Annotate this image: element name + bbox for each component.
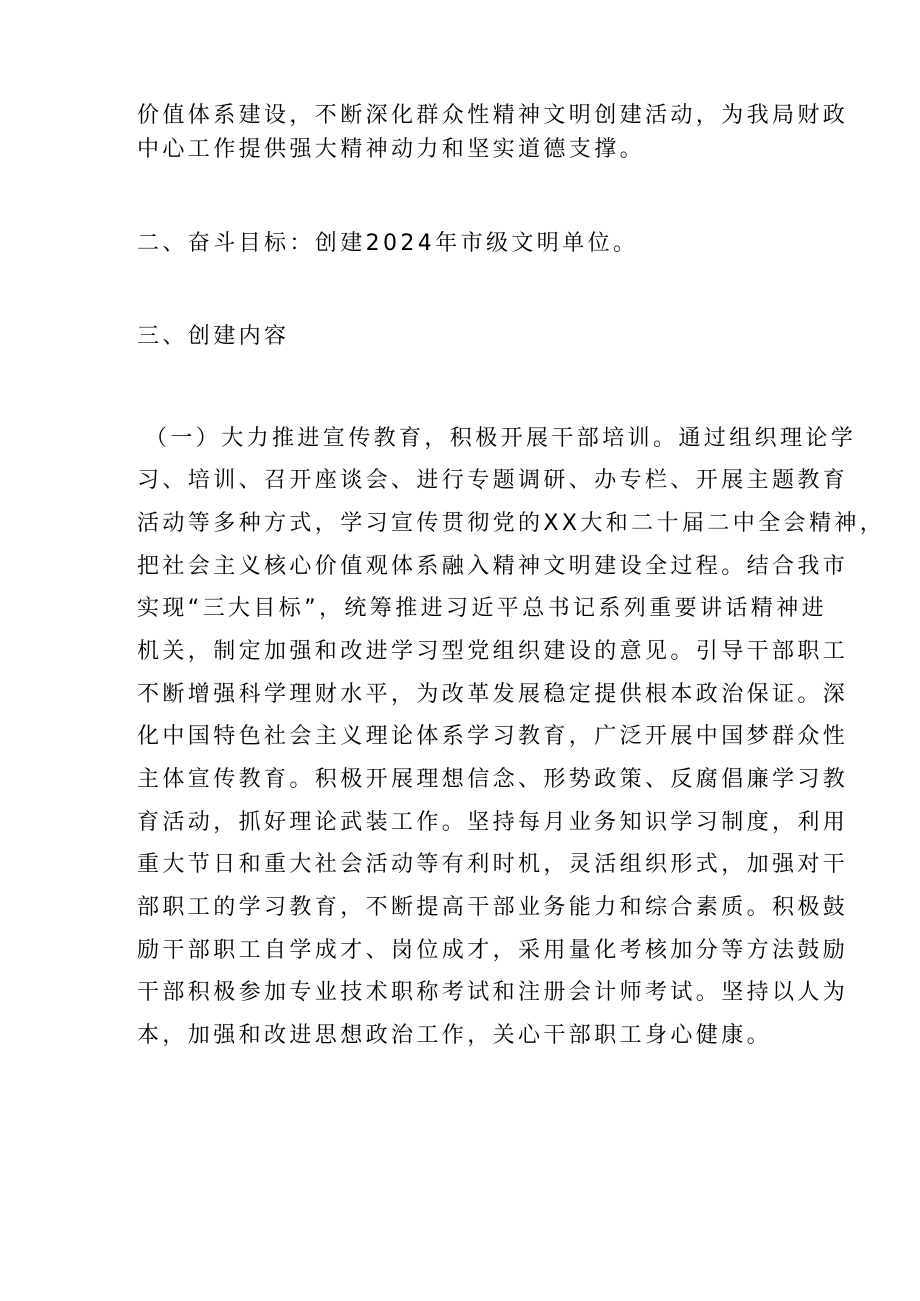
paragraph-line-13: 励干部职工自学成才、岗位成才，采用量化考核加分等方法鼓励 xyxy=(137,938,849,963)
paragraph-line-4: 把社会主义核心价值观体系融入精神文明建设全过程。结合我市 xyxy=(137,554,849,579)
paragraph-line-8: 化中国特色社会主义理论体系学习教育，广泛开展中国梦群众性 xyxy=(137,724,849,749)
paragraph-line-2: 习、培训、召开座谈会、进行专题调研、办专栏、开展主题教育 xyxy=(137,468,849,493)
intro-line-2: 中心工作提供强大精神动力和坚实道德支撑。 xyxy=(137,137,646,162)
section-two-heading: 二、奋斗目标：创建2024年市级文明单位。 xyxy=(137,231,639,256)
intro-line-1: 价值体系建设，不断深化群众性精神文明创建活动，为我局财政 xyxy=(137,103,849,128)
paragraph-line-14: 干部积极参加专业技术职称考试和注册会计师考试。坚持以人为 xyxy=(137,980,849,1005)
paragraph-line-7: 不断增强科学理财水平，为改革发展稳定提供根本政治保证。深 xyxy=(137,682,849,707)
paragraph-line-6: 机关，制定加强和改进学习型党组织建设的意见。引导干部职工 xyxy=(137,639,849,664)
paragraph-line-5: 实现“三大目标”，统筹推进习近平总书记系列重要讲话精神进 xyxy=(137,596,827,621)
paragraph-line-15: 本，加强和改进思想政治工作，关心干部职工身心健康。 xyxy=(137,1023,773,1048)
section-three-heading: 三、创建内容 xyxy=(137,324,290,349)
paragraph-line-10: 育活动，抓好理论武装工作。坚持每月业务知识学习制度，利用 xyxy=(137,810,849,835)
paragraph-line-1: （一）大力推进宣传教育，积极开展干部培训。通过组织理论学 xyxy=(145,426,857,451)
paragraph-line-3: 活动等多种方式，学习宣传贯彻党的XX大和二十届二中全会精神， xyxy=(137,511,886,536)
paragraph-line-11: 重大节日和重大社会活动等有利时机，灵活组织形式，加强对干 xyxy=(137,852,849,877)
paragraph-line-9: 主体宣传教育。积极开展理想信念、形势政策、反腐倡廉学习教 xyxy=(137,767,849,792)
paragraph-line-12: 部职工的学习教育，不断提高干部业务能力和综合素质。积极鼓 xyxy=(137,895,849,920)
